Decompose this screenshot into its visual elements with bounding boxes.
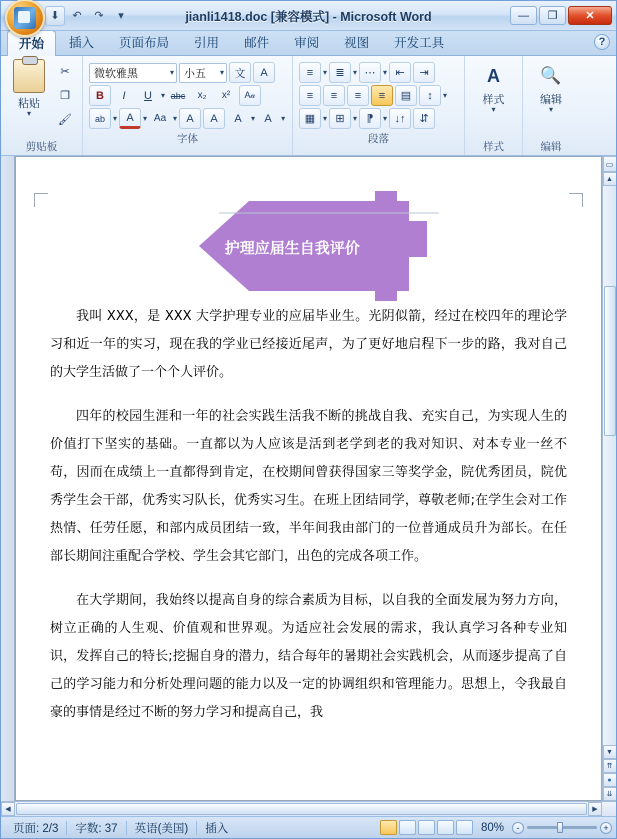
font-name-input[interactable] — [89, 63, 177, 83]
group-label-clipboard: 剪贴板 — [25, 141, 58, 153]
clear-formatting-button[interactable]: A𝒶 — [239, 85, 261, 106]
group-label-font: 字体 — [177, 133, 198, 145]
group-label-styles: 样式 — [483, 141, 504, 153]
quick-access-toolbar — [45, 6, 131, 26]
align-left-icon[interactable]: ≡ — [299, 85, 321, 106]
superscript-button[interactable]: x² — [221, 90, 231, 101]
tab-developer[interactable]: 开发工具 — [394, 36, 445, 50]
horizontal-scroll-thumb[interactable] — [16, 803, 587, 815]
minimize-button[interactable]: — — [510, 6, 537, 25]
group-editing — [523, 56, 579, 155]
shading-icon[interactable]: ▦ — [299, 108, 321, 129]
chevron-down-icon[interactable]: ▾ — [548, 105, 553, 114]
chevron-down-icon[interactable]: ▾ — [169, 68, 174, 77]
group-font — [83, 56, 293, 155]
chevron-down-icon[interactable]: ▾ — [443, 90, 448, 100]
previous-page-button[interactable]: ⇈ — [603, 759, 617, 773]
justify-icon[interactable]: ≡ — [371, 85, 393, 106]
horizontal-scrollbar[interactable] — [1, 801, 616, 816]
view-print-layout-button[interactable] — [380, 820, 397, 835]
help-icon[interactable]: ? — [594, 34, 610, 50]
character-border-icon[interactable]: A — [253, 62, 275, 83]
view-full-screen-button[interactable] — [399, 820, 416, 835]
view-web-layout-button[interactable] — [418, 820, 435, 835]
chevron-down-icon[interactable]: ▾ — [219, 68, 224, 77]
paste-icon — [13, 59, 45, 93]
redo-icon[interactable]: ↷ — [94, 10, 104, 22]
scroll-thumb[interactable] — [604, 286, 616, 436]
split-box[interactable]: ▭ — [603, 156, 617, 172]
text-direction-icon[interactable]: ⇵ — [413, 108, 435, 129]
chevron-down-icon[interactable]: ▾ — [323, 67, 328, 77]
enclose-character-button[interactable]: A — [179, 108, 201, 129]
binoculars-icon: 🔍 — [540, 66, 562, 85]
zoom-level[interactable]: 80% — [480, 821, 504, 834]
bold-button[interactable]: B — [89, 85, 111, 106]
font-size-value: 小五 — [184, 67, 206, 80]
office-logo-icon — [14, 7, 36, 29]
tab-insert[interactable]: 插入 — [69, 36, 95, 50]
chevron-down-icon[interactable]: ▾ — [173, 113, 178, 123]
title-banner[interactable] — [50, 191, 567, 303]
styles-icon: A — [487, 65, 500, 86]
tab-home[interactable]: 开始 — [7, 30, 56, 56]
shrink-font-button[interactable]: A — [264, 112, 272, 125]
chevron-down-icon[interactable]: ▾ — [143, 113, 148, 123]
underline-button[interactable]: U — [144, 89, 152, 102]
increase-indent-icon[interactable]: ⇥ — [413, 62, 435, 83]
text-highlight-button[interactable]: ab — [89, 108, 111, 129]
chevron-down-icon[interactable]: ▾ — [113, 113, 118, 123]
paragraph-3: 在大学期间，我始终以提高自身的综合素质为目标，以自我的全面发展为努力方向，树立正确的人生观、价值观和世界观。为适应社会发展的需求，我认真学习各种专业知识，发挥自己的特长;挖掘自身的潜力，结合每年的暑期社会实践机会，从而逐步提高了自己的学习能力和分析处理问题的能力以及一定的协调组织和管理能力。思想上，令我最自豪的事情是经过不断的努力学习和提高自己，我 — [50, 593, 567, 720]
group-label-paragraph: 段落 — [368, 133, 389, 145]
page-scroll-region — [15, 156, 616, 801]
borders-icon[interactable]: ⊞ — [329, 108, 351, 129]
save-icon[interactable]: ⬇ — [45, 6, 65, 26]
tab-mailings[interactable]: 邮件 — [244, 36, 270, 50]
scroll-up-button[interactable]: ▲ — [603, 172, 617, 186]
chevron-down-icon[interactable]: ▾ — [161, 90, 166, 100]
group-paragraph — [293, 56, 465, 155]
zoom-knob[interactable] — [557, 822, 563, 833]
scroll-left-button[interactable]: ◀ — [1, 802, 15, 816]
grow-font-button[interactable]: A — [234, 112, 242, 125]
phonetic-guide-icon[interactable]: 文 — [229, 62, 251, 83]
font-size-input[interactable] — [179, 63, 227, 83]
tab-references[interactable]: 引用 — [194, 36, 220, 50]
title-bar — [1, 1, 616, 31]
page-indicator[interactable]: 页面: 2/3 — [13, 822, 59, 835]
window-controls — [510, 6, 616, 25]
tab-view[interactable]: 视图 — [344, 36, 370, 50]
scroll-down-button[interactable]: ▼ — [603, 745, 617, 759]
view-draft-button[interactable] — [456, 820, 473, 835]
paragraph-2: 四年的校园生涯和一年的社会实践生活我不断的挑战自我、充实自己，为实现人生的价值打下坚实的基础。一直都以为人应该是活到老学到老的我对知识、对本专业一丝不苟，因而在成绩上一直都得到肯定，在校期间曾获得国家三等奖学金，院优秀团员，院优秀学生会干部，优秀实习队长，优秀实习生。在班上团结同学，尊敬老师;在学生会对工作热情、任劳任愿，和部内成员团结一致，半年间我由部门的一位普通成员升为部长。在任部长期间注重配合学校、学生会其它部门，出色的完成各项工作。 — [50, 409, 567, 564]
group-styles — [465, 56, 523, 155]
ribbon-tabs — [1, 31, 616, 56]
chevron-down-icon[interactable]: ▾ — [323, 113, 328, 123]
change-case-button[interactable]: Aa — [153, 113, 167, 124]
chevron-down-icon[interactable]: ▾ — [383, 67, 388, 77]
ribbon — [1, 56, 616, 156]
strikethrough-button[interactable]: abc — [170, 90, 186, 101]
view-outline-button[interactable] — [437, 820, 454, 835]
format-painter-icon[interactable]: 🖌 — [58, 114, 72, 126]
vertical-scrollbar[interactable] — [602, 156, 616, 801]
italic-button[interactable]: I — [122, 89, 126, 102]
multilevel-list-icon[interactable]: ⋯ — [359, 62, 381, 83]
chevron-down-icon[interactable]: ▾ — [383, 113, 388, 123]
word-count[interactable]: 字数: 37 — [75, 822, 118, 835]
group-clipboard — [1, 56, 83, 155]
show-marks-icon[interactable]: ⁋ — [359, 108, 381, 129]
editing-label: 编辑 — [540, 94, 562, 106]
numbering-icon[interactable]: ≣ — [329, 62, 351, 83]
editing-button[interactable] — [529, 59, 573, 113]
chevron-down-icon[interactable]: ▾ — [26, 109, 31, 118]
paste-button[interactable] — [7, 59, 51, 117]
zoom-in-button[interactable]: + — [600, 822, 612, 834]
zoom-slider[interactable] — [512, 822, 612, 834]
tab-review[interactable]: 审阅 — [294, 36, 320, 50]
undo-icon[interactable]: ↶ — [72, 10, 82, 22]
font-color-button[interactable]: A — [119, 108, 141, 129]
styles-label: 样式 — [482, 94, 505, 106]
tab-page-layout[interactable]: 页面布局 — [119, 36, 170, 50]
align-center-icon[interactable]: ≡ — [323, 85, 345, 106]
scroll-right-button[interactable]: ▶ — [588, 802, 602, 816]
align-right-icon[interactable]: ≡ — [347, 85, 369, 106]
next-page-button[interactable]: ⇊ — [603, 787, 617, 801]
chevron-down-icon[interactable]: ▾ — [251, 113, 256, 123]
insert-mode[interactable]: 插入 — [205, 822, 229, 835]
window-title: jianli1418.doc [兼容模式] - Microsoft Word — [185, 9, 432, 24]
character-shading-button[interactable]: A — [203, 108, 225, 129]
select-browse-object-button[interactable]: ● — [603, 773, 617, 787]
vertical-ruler — [1, 156, 15, 801]
status-bar — [1, 816, 616, 838]
zoom-track[interactable] — [527, 826, 597, 829]
zoom-out-button[interactable]: - — [512, 822, 524, 834]
chevron-down-icon[interactable]: ▾ — [491, 105, 496, 114]
group-label-editing: 编辑 — [540, 141, 562, 153]
bullets-icon[interactable]: ≡ — [299, 62, 321, 83]
close-button[interactable]: ✕ — [568, 6, 612, 25]
chevron-down-icon[interactable]: ▾ — [118, 10, 124, 22]
subscript-button[interactable]: x₂ — [197, 90, 207, 101]
margin-mark-top-right — [569, 193, 583, 207]
maximize-button[interactable]: ❐ — [539, 6, 566, 25]
document-area — [1, 156, 616, 801]
chevron-down-icon[interactable]: ▾ — [353, 67, 358, 77]
line-spacing-icon[interactable]: ↕ — [419, 85, 441, 106]
office-button[interactable] — [5, 0, 45, 37]
distributed-icon[interactable]: ▤ — [395, 85, 417, 106]
banner-title: 护理应届生自我评价 — [224, 239, 360, 257]
paragraph-1: 我叫 XXX，是 XXX 大学护理专业的应届毕业生。光阴似箭，经过在校四年的理论学习和近一年的实习，现在我的学业已经接近尾声，为了更好地启程下一步的路，我对自己的大学生活做了一个个人评价。 — [50, 309, 567, 380]
document-page[interactable] — [15, 156, 602, 801]
paste-label: 粘贴 — [18, 98, 40, 110]
margin-mark-top-left — [34, 193, 48, 207]
copy-icon[interactable]: ❐ — [60, 90, 70, 102]
decrease-indent-icon[interactable]: ⇤ — [389, 62, 411, 83]
styles-button[interactable] — [472, 59, 516, 113]
language-indicator[interactable]: 英语(美国) — [134, 822, 189, 835]
chevron-down-icon[interactable]: ▾ — [353, 113, 358, 123]
chevron-down-icon[interactable]: ▾ — [281, 113, 286, 123]
cut-icon[interactable]: ✂ — [60, 66, 70, 78]
font-name-value: 微软雅黑 — [94, 67, 138, 80]
view-buttons — [380, 820, 612, 835]
sort-icon[interactable]: ↓↑ — [389, 108, 411, 129]
